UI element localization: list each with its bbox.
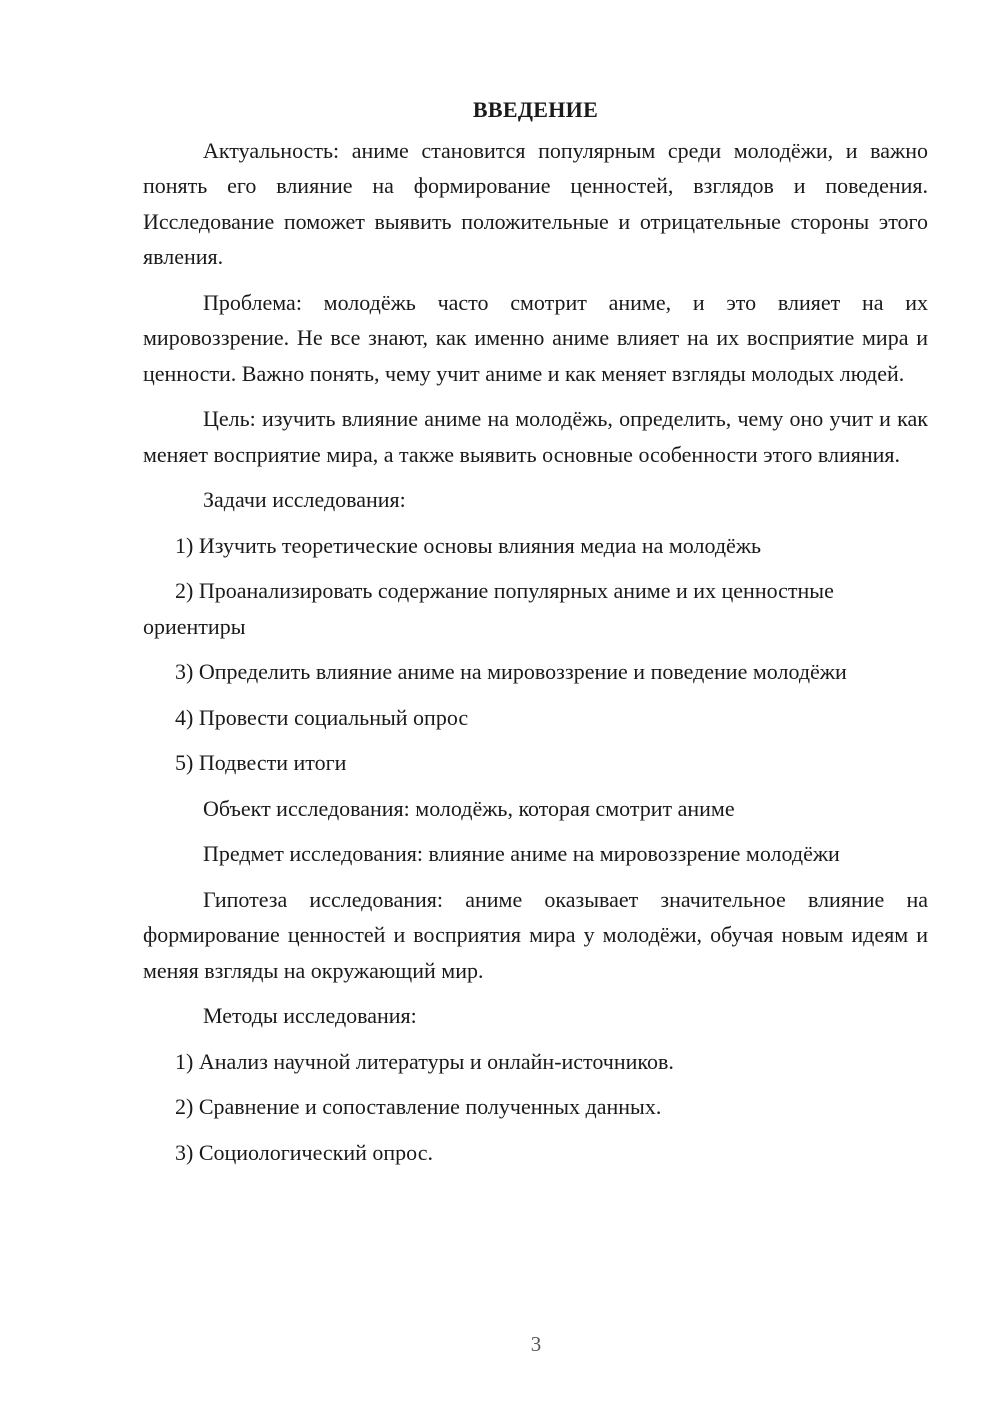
research-object: Объект исследования: молодёжь, которая смотрит аниме	[203, 795, 735, 821]
page-number: 3	[530, 1332, 542, 1356]
task-item: 5) Подвести итоги	[175, 750, 347, 775]
research-subject: Предмет исследования: влияние аниме на мировоззрение молодёжи	[203, 841, 840, 866]
task-item: 1) Изучить теоретические основы влияния медиа на молодёжь	[175, 532, 762, 558]
task-item: 2) Проанализировать содержание популярных аниме и их ценностные ориентиры	[143, 578, 834, 639]
document-page	[143, 92, 928, 1180]
research-hypothesis: Гипотеза исследования: аниме оказывает значительное влияние на формирование ценностей и восприятия мира у молодёжи, обучая новым идеям и меняя взгляды на окружающий мир.	[143, 886, 928, 983]
section-title: ВВЕДЕНИЕ	[472, 97, 599, 122]
task-item: 3) Определить влияние аниме на мировоззрение и поведение молодёжи	[175, 659, 847, 684]
method-item: 1) Анализ научной литературы и онлайн-источников.	[175, 1048, 674, 1074]
tasks-heading: Задачи исследования:	[203, 487, 406, 512]
paragraph-relevance: Актуальность: аниме становится популярным среди молодёжи, и важно понять его влияние на формирование ценностей, взглядов и поведения. Исследование поможет выявить положительные и отрицательные стороны этого явления.	[143, 137, 928, 269]
paragraph-goal: Цель: изучить влияние аниме на молодёжь, определить, чему оно учит и как меняет восприятие мира, а также выявить основные особенности этого влияния.	[143, 406, 928, 467]
methods-heading: Методы исследования:	[203, 1003, 417, 1028]
paragraph-problem: Проблема: молодёжь часто смотрит аниме, и это влияет на их мировоззрение. Не все знают, как именно аниме влияет на их восприятие мира и ценности. Важно понять, чему учит аниме и как меняет взгляды молодых людей.	[143, 289, 928, 386]
method-item: 3) Социологический опрос.	[175, 1139, 433, 1165]
task-item: 4) Провести социальный опрос	[175, 704, 469, 730]
method-item: 2) Сравнение и сопоставление полученных данных.	[175, 1094, 662, 1119]
